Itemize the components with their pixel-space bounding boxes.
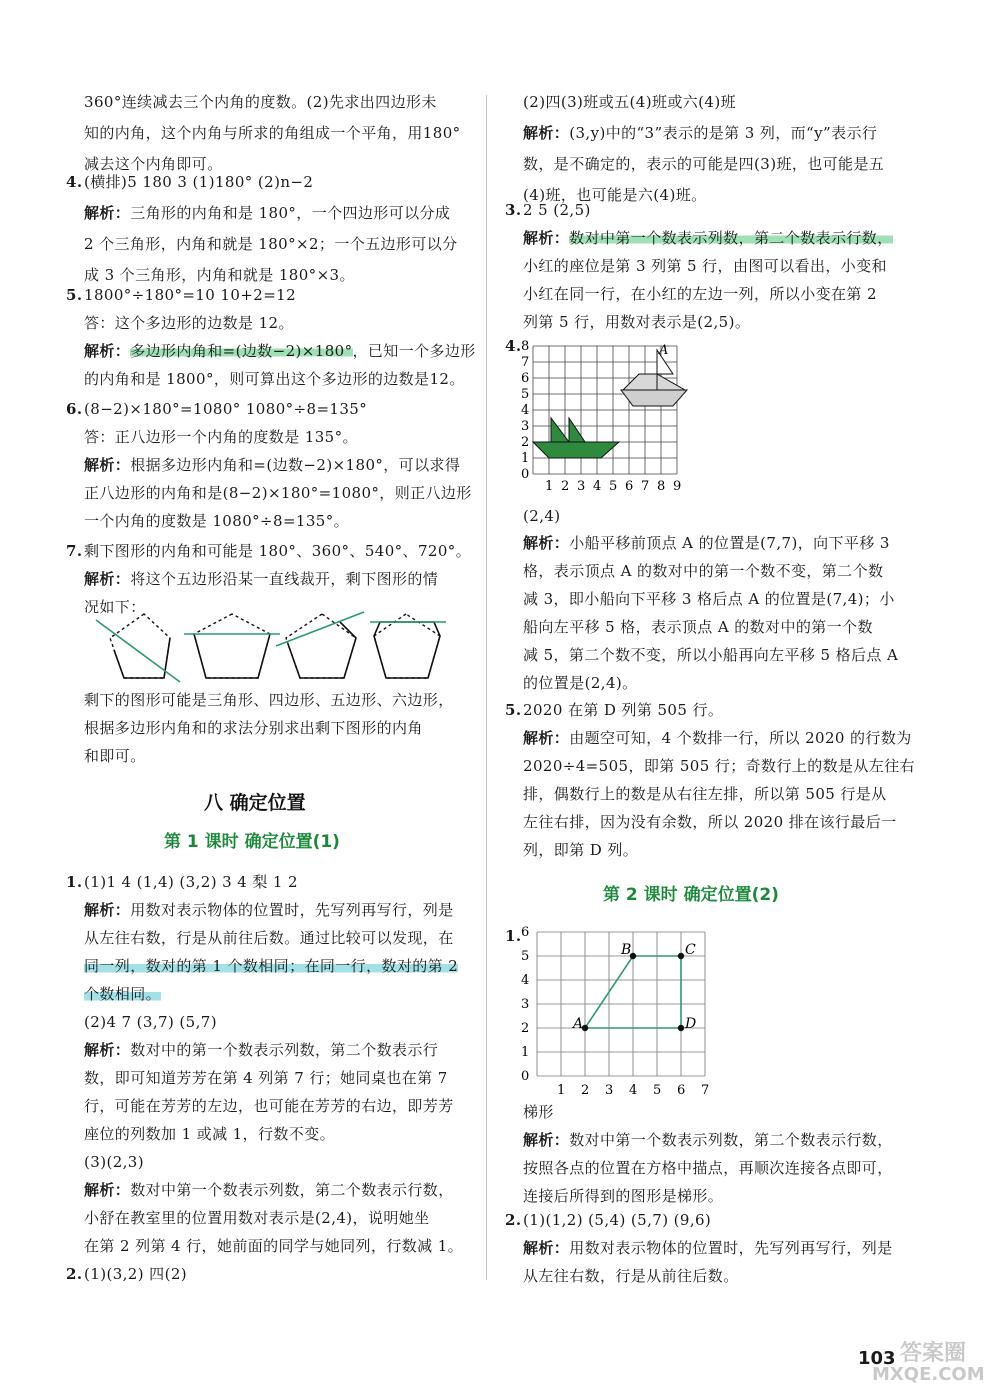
x-tick-label: 4 [629, 1083, 638, 1094]
point-a-label: A [659, 343, 669, 358]
point-b-label: B [621, 942, 632, 958]
text-line: 360°连续减去三个内角的度数。(2)先求出四边形未 [84, 93, 437, 111]
analysis-label: 解析： [84, 901, 131, 919]
page-number: 103 [858, 1348, 896, 1369]
text-line: 列第 5 行，用数对表示是(2,5)。 [523, 313, 751, 331]
y-axis-ticks [521, 926, 529, 1084]
y-axis-ticks [521, 339, 529, 482]
question-number: 5. [505, 701, 522, 719]
watermark-bottom: MXQE.COM [872, 1364, 985, 1385]
text-line: 从左往右数，行是从前往后数。通过比较可以发现，在 [84, 929, 454, 947]
x-tick-label: 2 [561, 479, 570, 494]
y-tick-label: 3 [521, 419, 530, 434]
text-line: 减去这个内角即可。 [84, 155, 223, 173]
analysis-label: 解析： [523, 1239, 570, 1257]
y-tick-label: 2 [521, 1021, 530, 1036]
question-number: 5. [66, 286, 83, 304]
text-line: 的内角和是 1800°，则可算出这个多边形的边数是12。 [84, 370, 465, 388]
question-number: 6. [66, 400, 83, 418]
x-axis-ticks [557, 1083, 709, 1094]
text-line: 船向左平移 5 格，表示顶点 A 的数对中的第一个数 [523, 618, 873, 636]
analysis-line: 解析：由题空可知，4 个数排一行，所以 2020 的行数为 [523, 729, 912, 747]
y-tick-label: 6 [521, 371, 530, 386]
y-tick-label: 0 [521, 1069, 530, 1084]
answer-line: (横排)5 180 3 (1)180° (2)n−2 [84, 173, 314, 191]
analysis-label: 解析： [523, 229, 570, 247]
text-line: 小舒在教室里的位置用数对表示是(2,4)，说明她坐 [84, 1209, 430, 1227]
x-tick-label: 7 [701, 1083, 710, 1094]
trapezoid-shape [571, 942, 696, 1032]
y-tick-label: 3 [521, 997, 530, 1012]
point-c-dot [678, 953, 684, 959]
text-line: (4)班，也可能是六(4)班。 [523, 186, 707, 204]
y-tick-label: 5 [521, 949, 530, 964]
x-axis-ticks [545, 479, 681, 494]
point-d-dot [678, 1025, 684, 1031]
x-tick-label: 2 [581, 1083, 590, 1094]
x-tick-label: 5 [653, 1083, 662, 1094]
text-line: 正八边形的内角和是(8−2)×180°=1080°，则正八边形 [84, 484, 472, 502]
text-line: 2020÷4=505，即第 505 行；奇数行上的数是从左往右 [523, 757, 916, 775]
text-line: 左往右排，因为没有余数，所以 2020 排在该行最后一 [523, 813, 897, 831]
analysis-line: 解析：三角形的内角和是 180°，一个四边形可以分成 [84, 204, 451, 222]
analysis-label: 解析： [523, 729, 570, 747]
text-line: 小红的座位是第 3 列第 5 行，由图可以看出，小变和 [523, 257, 887, 275]
analysis-line: 解析：小船平移前顶点 A 的位置是(7,7)，向下平移 3 [523, 534, 890, 552]
boat-sail-right [569, 418, 585, 442]
text-line: 按照各点的位置在方格中描点，再顺次连接各点即可， [523, 1159, 893, 1177]
pentagon-cut-hexagon [370, 614, 446, 678]
text-line: 和即可。 [84, 747, 146, 765]
x-tick-label: 5 [609, 479, 618, 494]
question-number: 1. [66, 873, 83, 891]
highlighted-line: 个数相同。 [84, 985, 162, 1003]
text-line: 数，是不确定的，表示的可能是四(3)班，也可能是五 [523, 155, 885, 173]
pentagon-cut-triangle [96, 614, 180, 682]
text-line: 的位置是(2,4)。 [523, 674, 638, 692]
y-tick-label: 8 [521, 339, 530, 354]
x-tick-label: 3 [577, 479, 586, 494]
y-tick-label: 4 [521, 403, 530, 418]
question-number: 7. [66, 542, 83, 560]
analysis-label: 解析： [523, 1131, 570, 1149]
text-line: 2 个三角形，内角和就是 180°×2；一个五边形可以分 [84, 235, 458, 253]
question-number: 4. [505, 337, 522, 355]
y-tick-label: 6 [521, 926, 530, 940]
text-line: 格，表示顶点 A 的数对中的第一个数不变，第二个数 [523, 562, 884, 580]
x-tick-label: 4 [593, 479, 602, 494]
question-number: 4. [66, 173, 83, 191]
analysis-label: 解析： [84, 1041, 131, 1059]
question-number: 2. [66, 1265, 83, 1283]
highlighted-line: 同一列，数对的第 1 个数相同；在同一行，数对的第 2 [84, 957, 459, 975]
x-tick-label: 8 [657, 479, 666, 494]
y-tick-label: 1 [521, 451, 530, 466]
highlighted-text: 数对中第一个数表示列数，第二个数表示行数， [569, 229, 893, 247]
x-tick-label: 7 [641, 479, 650, 494]
x-tick-label: 1 [557, 1083, 566, 1094]
answer-line: 1800°÷180°=10 10+2=12 [84, 286, 297, 304]
text-line: 减 5，第二个数不变，所以小船再向左平移 5 格后点 A [523, 646, 899, 664]
question-number: 1. [505, 927, 522, 945]
lesson-title: 第 2 课时 确定位置(2) [603, 885, 779, 905]
analysis-line: 解析：用数对表示物体的位置时，先写列再写行，列是 [523, 1239, 893, 1257]
analysis-line: 解析：(3,y)中的“3”表示的是第 3 列，而“y”表示行 [523, 124, 878, 142]
analysis-line: 解析：将这个五边形沿某一直线裁开，剩下图形的情 [84, 570, 439, 588]
question-number: 3. [505, 201, 522, 219]
answer-line: (2)四(3)班或五(4)班或六(4)班 [523, 93, 736, 111]
trapezoid-coordinate-grid [519, 926, 719, 1094]
answer-line: (2,4) [523, 507, 561, 525]
boat-hull-green [533, 442, 619, 458]
x-tick-label: 9 [673, 479, 682, 494]
pentagon-cut-pentagon [276, 612, 364, 678]
y-tick-label: 2 [521, 435, 530, 450]
text-line: 小红在同一行，在小红的左边一列，所以小变在第 2 [523, 285, 877, 303]
text-line: 在第 2 列第 4 行，她前面的同学与她同列，行数减 1。 [84, 1237, 464, 1255]
analysis-line: 解析：多边形内角和=(边数−2)×180°，已知一个多边形 [84, 342, 476, 360]
analysis-line: 解析：数对中第一个数表示列数，第二个数表示行数， [523, 1131, 893, 1149]
analysis-line: 解析：数对中第一个数表示列数，第二个数表示行数， [84, 1181, 454, 1199]
point-c-label: C [685, 942, 696, 958]
text-line: 剩下的图形可能是三角形、四边形、五边形、六边形， [84, 691, 454, 709]
answer-line: 剩下图形的内角和可能是 180°、360°、540°、720°。 [84, 542, 472, 560]
boat-gray-hull-right [657, 374, 685, 390]
analysis-label: 解析： [84, 204, 131, 222]
text-line: 知的内角，这个内角与所求的角组成一个平角，用180° [84, 124, 461, 142]
question-number: 2. [505, 1211, 522, 1229]
text-line: 排，偶数行上的数是从右往左排，所以第 505 行是从 [523, 785, 887, 803]
pentagon-cut-quadrilateral [184, 614, 280, 678]
answer-line: (3)(2,3) [84, 1153, 145, 1171]
x-tick-label: 1 [545, 479, 554, 494]
text-line: 一个内角的度数是 1080°÷8=135°。 [84, 512, 350, 530]
x-tick-label: 6 [677, 1083, 686, 1094]
text-line: 成 3 个三角形，内角和就是 180°×3。 [84, 266, 355, 284]
answer-line: (2)4 7 (3,7) (5,7) [84, 1013, 217, 1031]
boat-sail-left [551, 418, 569, 442]
text-line: 数，即可知道芳芳在第 4 列第 7 行；她同桌也在第 7 [84, 1069, 448, 1087]
answer-line: 答：正八边形一个内角的度数是 135°。 [84, 428, 358, 446]
answer-line: (8−2)×180°=1080° 1080°÷8=135° [84, 400, 368, 418]
chapter-title: 八 确定位置 [204, 792, 306, 814]
analysis-line: 解析：数对中的第一个数表示列数，第二个数表示行 [84, 1041, 439, 1059]
analysis-label: 解析： [84, 570, 131, 588]
text-line: 座位的列数加 1 或减 1，行数不变。 [84, 1125, 335, 1143]
x-tick-label: 6 [625, 479, 634, 494]
analysis-line [523, 228, 893, 248]
text-line: 行，可能在芳芳的左边，也可能在芳芳的右边，即芳芳 [84, 1097, 454, 1115]
analysis-label: 解析： [84, 342, 131, 360]
answer-line: (1)(3,2) 四(2) [84, 1265, 188, 1283]
analysis-label: 解析： [84, 1181, 131, 1199]
text-line: 从左往右数，行是从前往后数。 [523, 1267, 739, 1285]
analysis-label: 解析： [84, 456, 131, 474]
y-tick-label: 1 [521, 1045, 530, 1060]
x-tick-label: 3 [605, 1083, 614, 1094]
text-line: 根据多边形内角和的求法分别求出剩下图形的内角 [84, 719, 423, 737]
y-tick-label: 7 [521, 355, 530, 370]
lesson-title: 第 1 课时 确定位置(1) [164, 832, 340, 852]
highlighted-formula: 多边形内角和=(边数−2)×180° [130, 342, 353, 360]
answer-line: 2020 在第 D 列第 505 行。 [523, 701, 724, 719]
answer-line: (1)(1,2) (5,4) (5,7) (9,6) [523, 1211, 712, 1229]
y-tick-label: 0 [521, 467, 530, 482]
answer-line: (1)1 4 (1,4) (3,2) 3 4 梨 1 2 [84, 873, 298, 891]
boat-coordinate-grid [519, 338, 709, 498]
pentagon-cut-figures [94, 608, 454, 684]
analysis-line: 解析：用数对表示物体的位置时，先写列再写行，列是 [84, 901, 454, 919]
text-line: 列，即第 D 列。 [523, 841, 639, 859]
boat-gray-hull-left [623, 374, 657, 390]
y-tick-label: 5 [521, 387, 530, 402]
column-divider [486, 95, 487, 1280]
text-line: 减 3，即小船向下平移 3 格后点 A 的位置是(7,4)；小 [523, 590, 895, 608]
watermark-top: 答案圈 [900, 1341, 967, 1366]
y-tick-label: 4 [521, 973, 530, 988]
analysis-line: 解析：根据多边形内角和=(边数−2)×180°，可以求得 [84, 456, 461, 474]
point-d-label: D [685, 1016, 697, 1032]
analysis-label: 解析： [523, 534, 570, 552]
text-line: 况如下： [84, 598, 146, 616]
answer-line: 2 5 (2,5) [523, 201, 591, 219]
answer-line: 梯形 [523, 1103, 554, 1121]
answer-line: 答：这个多边形的边数是 12。 [84, 314, 294, 332]
text-line: 连接后所得到的图形是梯形。 [523, 1187, 724, 1205]
point-a-label: A [573, 1016, 584, 1032]
analysis-label: 解析： [523, 124, 570, 142]
